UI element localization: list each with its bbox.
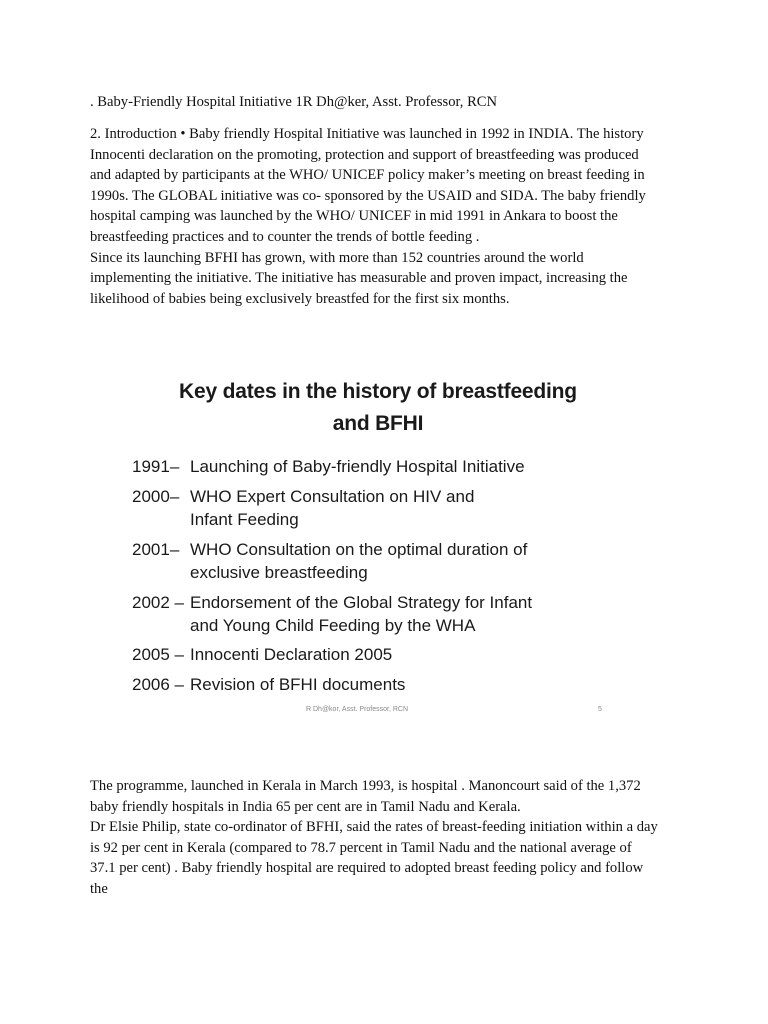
event-2001-cont: exclusive breastfeeding: [190, 563, 368, 582]
slide-page-number: 5: [598, 706, 602, 713]
event-2005: Innocenti Declaration 2005: [190, 645, 393, 664]
year-2001: 2001–: [132, 540, 180, 559]
key-dates-slide: [128, 370, 628, 725]
intro-line: Innocenti declaration on the promoting, protection and support of breastfeeding was produced: [90, 146, 639, 163]
intro-line: likelihood of babies being exclusively breastfed for the first six months.: [90, 290, 510, 307]
body-line: is 92 per cent in Kerala (compared to 78.7 percent in Tamil Nadu and the national average of: [90, 839, 632, 856]
year-1991: 1991–: [132, 457, 180, 476]
intro-line: 2. Introduction • Baby friendly Hospital Initiative was launched in 1992 in INDIA. The history: [90, 126, 644, 142]
event-2000: WHO Expert Consultation on HIV and: [190, 487, 475, 506]
body-line: The programme, launched in Kerala in March 1993, is hospital . Manoncourt said of the 1,372: [90, 778, 641, 794]
title-text: . Baby-Friendly Hospital Initiative 1R Dh@ker, Asst. Professor, RCN: [90, 94, 498, 110]
intro-line: breastfeeding practices and to counter the trends of bottle feeding .: [90, 228, 480, 245]
intro-paragraph: [90, 124, 690, 309]
body-line: baby friendly hospitals in India 65 per cent are in Tamil Nadu and Kerala.: [90, 798, 521, 815]
body-line: 37.1 per cent) . Baby friendly hospital are required to adopted breast feeding policy and follow: [90, 860, 644, 877]
event-2000-cont: Infant Feeding: [190, 510, 299, 529]
event-1991: Launching of Baby-friendly Hospital Initiative: [190, 457, 525, 476]
intro-line: hospital camping was launched by the WHO/ UNICEF in mid 1991 in Ankara to boost the: [90, 208, 618, 225]
document-title-line: [90, 92, 690, 113]
event-2001: WHO Consultation on the optimal duration of: [190, 540, 528, 559]
year-2005: 2005 –: [132, 645, 184, 664]
year-2006: 2006 –: [132, 675, 184, 694]
event-2002-cont: and Young Child Feeding by the WHA: [190, 616, 476, 635]
kerala-paragraph: [90, 776, 690, 900]
year-2000: 2000–: [132, 487, 180, 506]
intro-line: 1990s. The GLOBAL initiative was co- sponsored by the USAID and SIDA. The baby friendly: [90, 187, 646, 204]
slide-title-continued: and BFHI: [332, 412, 424, 435]
body-line: the: [90, 880, 108, 897]
intro-line: and adapted by participants at the WHO/ UNICEF policy maker’s meeting on breast feeding in: [90, 167, 645, 184]
slide-footer: R Dh@kor, Asst. Professor, RCN: [306, 706, 409, 713]
body-line: Dr Elsie Philip, state co-ordinator of BFHI, said the rates of breast-feeding initiation within a day: [90, 819, 658, 836]
event-2002: Endorsement of the Global Strategy for Infant: [190, 593, 533, 612]
intro-line: implementing the initiative. The initiative has measurable and proven impact, increasing the: [90, 270, 628, 287]
slide-title: Key dates in the history of breastfeeding: [179, 380, 577, 403]
event-2006: Revision of BFHI documents: [190, 675, 406, 694]
intro-line: Since its launching BFHI has grown, with more than 152 countries around the world: [90, 249, 584, 266]
year-2002: 2002 –: [132, 593, 184, 612]
